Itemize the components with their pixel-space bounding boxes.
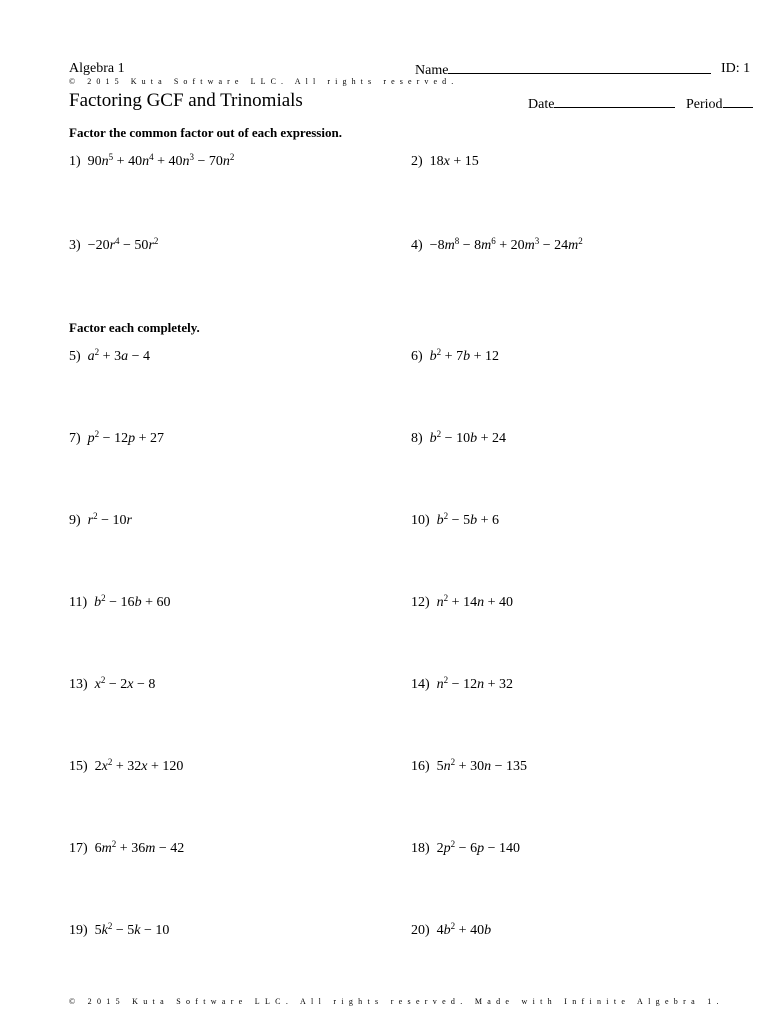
problem-16	[411, 759, 527, 775]
problem-8	[411, 431, 506, 447]
problem-expression: $2x^2 + 32x + 120$	[94, 757, 184, 774]
problem-2	[411, 154, 479, 170]
problem-18	[411, 841, 520, 857]
problem-number: 3)	[69, 238, 88, 253]
problem-5	[69, 349, 150, 365]
problem-expression: $n^2 + 14n + 40$	[436, 593, 513, 610]
problem-expression: $b^2 - 10b + 24$	[429, 429, 506, 446]
problem-number: 9)	[69, 513, 88, 528]
problem-number: 14)	[411, 677, 437, 692]
problem-19	[69, 923, 169, 939]
problem-number: 8)	[411, 431, 430, 446]
problem-17	[69, 841, 184, 857]
problem-expression: $5k^2 - 5k - 10$	[94, 921, 170, 938]
name-blank-line	[448, 61, 711, 74]
problem-expression: $6m^2 + 36m - 42$	[94, 839, 185, 856]
problem-expression: $n^2 - 12n + 32$	[436, 675, 513, 692]
problem-number: 4)	[411, 238, 430, 253]
problem-expression: $2p^2 - 6p - 140$	[436, 839, 520, 856]
problem-11	[69, 595, 170, 611]
problem-3	[69, 238, 158, 254]
problem-1	[69, 154, 234, 170]
problem-number: 20)	[411, 923, 437, 938]
problem-number: 10)	[411, 513, 437, 528]
problem-4	[411, 238, 583, 254]
period-label: Period	[685, 97, 723, 112]
problem-number: 15)	[69, 759, 95, 774]
problem-number: 16)	[411, 759, 437, 774]
problem-15	[69, 759, 183, 775]
date-blank-line	[554, 95, 675, 108]
problem-7	[69, 431, 164, 447]
problem-20	[411, 923, 491, 939]
footer-copyright: © 2015 Kuta Software LLC. All rights reserved. Made with Infinite Algebra 1.	[69, 997, 724, 1006]
problem-number: 17)	[69, 841, 95, 856]
problem-14	[411, 677, 513, 693]
problem-number: 13)	[69, 677, 95, 692]
problem-number: 18)	[411, 841, 437, 856]
problem-number: 12)	[411, 595, 437, 610]
problem-expression: $-20r^4 - 50r^2$	[87, 236, 159, 253]
worksheet-title: Factoring GCF and Trinomials	[69, 90, 303, 111]
problem-expression: $4b^2 + 40b$	[436, 921, 492, 938]
problem-expression: $b^2 + 7b + 12$	[429, 347, 499, 364]
problem-expression: $5n^2 + 30n - 135$	[436, 757, 527, 774]
problem-expression: $b^2 - 16b + 60$	[94, 593, 171, 610]
problem-number: 11)	[69, 595, 95, 610]
problem-expression: $a^2 + 3a - 4$	[87, 347, 150, 364]
date-period-field	[528, 95, 753, 113]
problem-number: 5)	[69, 349, 88, 364]
section-2-instruction: Factor each completely.	[69, 320, 200, 335]
section-1-instruction: Factor the common factor out of each expression.	[69, 125, 342, 140]
course-name: Algebra 1	[69, 61, 125, 76]
problem-expression: $x^2 - 2x - 8$	[94, 675, 156, 692]
problem-expression: $90n^5 + 40n^4 + 40n^3 - 70n^2$	[87, 152, 235, 169]
problem-6	[411, 349, 499, 365]
problem-expression: 18x + 15	[429, 154, 479, 169]
problem-9	[69, 513, 132, 529]
date-label: Date	[528, 97, 555, 112]
problem-expression: $p^2 - 12p + 27$	[87, 429, 164, 446]
problem-expression: $-8m^8 - 8m^6 + 20m^3 - 24m^2$	[429, 236, 583, 253]
name-field	[415, 61, 711, 79]
name-label: Name	[415, 63, 449, 78]
problem-number: 19)	[69, 923, 95, 938]
period-blank-line	[723, 95, 753, 108]
problem-number: 1)	[69, 154, 88, 169]
problem-number: 2)	[411, 154, 430, 169]
problem-13	[69, 677, 155, 693]
worksheet-id: ID: 1	[721, 61, 751, 76]
problem-expression: $b^2 - 5b + 6$	[436, 511, 499, 528]
problem-12	[411, 595, 513, 611]
problem-expression: $r^2 - 10r$	[87, 511, 132, 528]
problem-number: 6)	[411, 349, 430, 364]
problem-10	[411, 513, 499, 529]
header-copyright: © 2015 Kuta Software LLC. All rights reserved.	[69, 77, 459, 86]
problem-number: 7)	[69, 431, 88, 446]
